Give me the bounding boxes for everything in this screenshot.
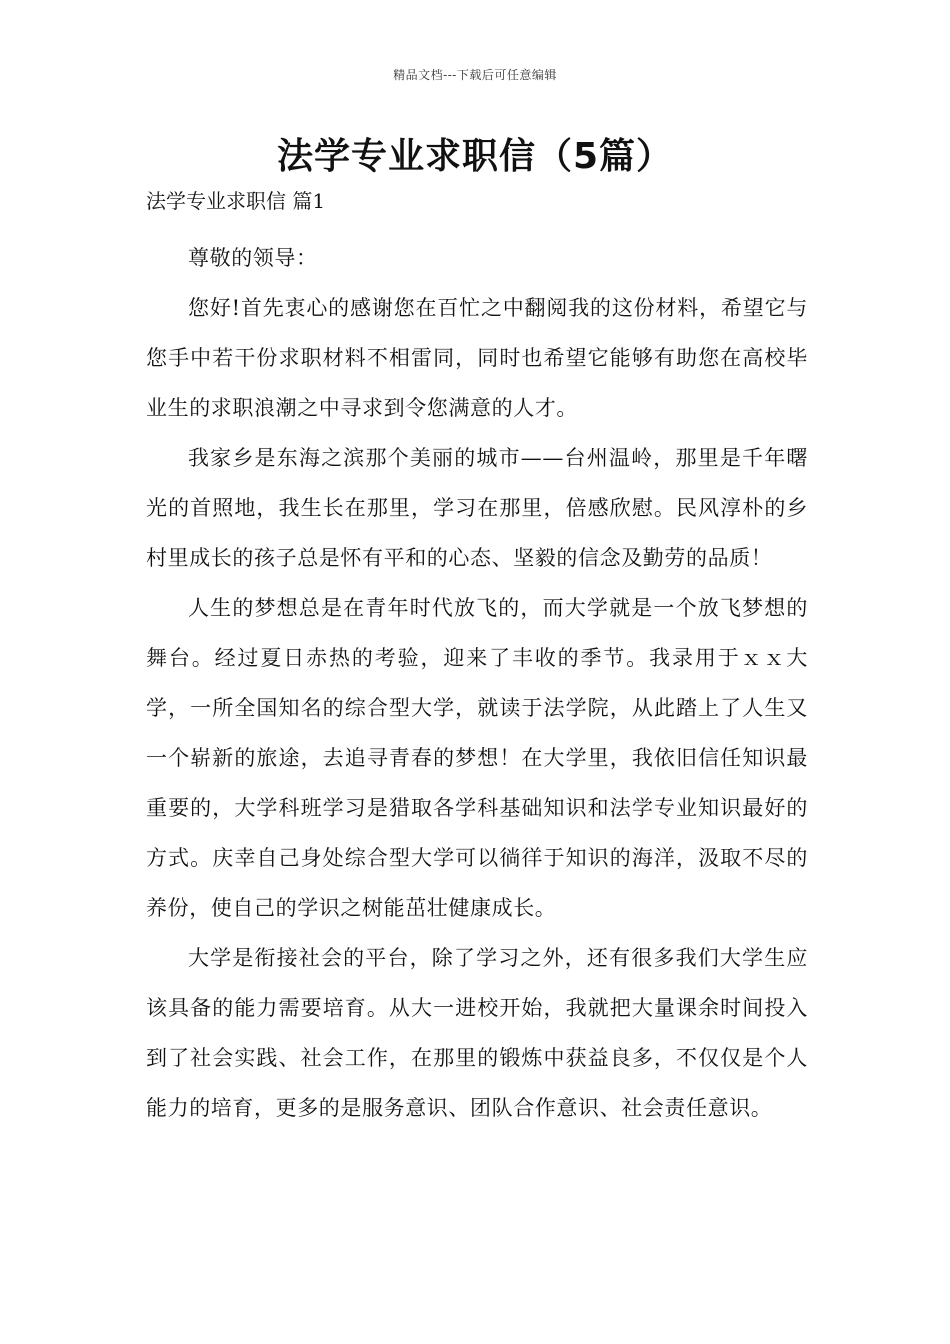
body-paragraph: 我家乡是东海之滨那个美丽的城市——台州温岭，那里是千年曙光的首照地，我生长在那里，学习在那里，倍感欣慰。民风淳朴的乡村里成长的孩子总是怀有平和的心态、坚毅的信念及勤劳的品质！: [146, 446, 808, 570]
document-title: 法学专业求职信（5篇）: [276, 136, 674, 177]
body-paragraph: 您好!首先衷心的感谢您在百忙之中翻阅我的这份材料，希望它与您手中若干份求职材料不相雷同，同时也希望它能够有助您在高校毕业生的求职浪潮之中寻求到令您满意的人才。: [146, 296, 808, 420]
section-heading: 法学专业求职信 篇1: [146, 189, 326, 213]
body-text: [146, 233, 808, 1133]
body-paragraph: 人生的梦想总是在青年时代放飞的，而大学就是一个放飞梦想的舞台。经过夏日赤热的考验，迎来了丰收的季节。我录用于ｘｘ大学，一所全国知名的综合型大学，就读于法学院，从此踏上了人生又一个崭新的旅途，去追寻青春的梦想！在大学里，我依旧信任知识最重要的，大学科班学习是猎取各学科基础知识和法学专业知识最好的方式。庆幸自己身处综合型大学可以徜徉于知识的海洋，汲取不尽的养份，使自己的学识之树能茁壮健康成长。: [146, 596, 808, 920]
salutation-paragraph: 尊敬的领导：: [188, 246, 318, 270]
body-paragraph: 大学是衔接社会的平台，除了学习之外，还有很多我们大学生应该具备的能力需要培育。从大一进校开始，我就把大量课余时间投入到了社会实践、社会工作，在那里的锻炼中获益良多，不仅仅是个人能力的培育，更多的是服务意识、团队合作意识、社会责任意识。: [146, 946, 808, 1120]
header-note: 精品文档---下载后可任意编辑: [393, 68, 557, 82]
